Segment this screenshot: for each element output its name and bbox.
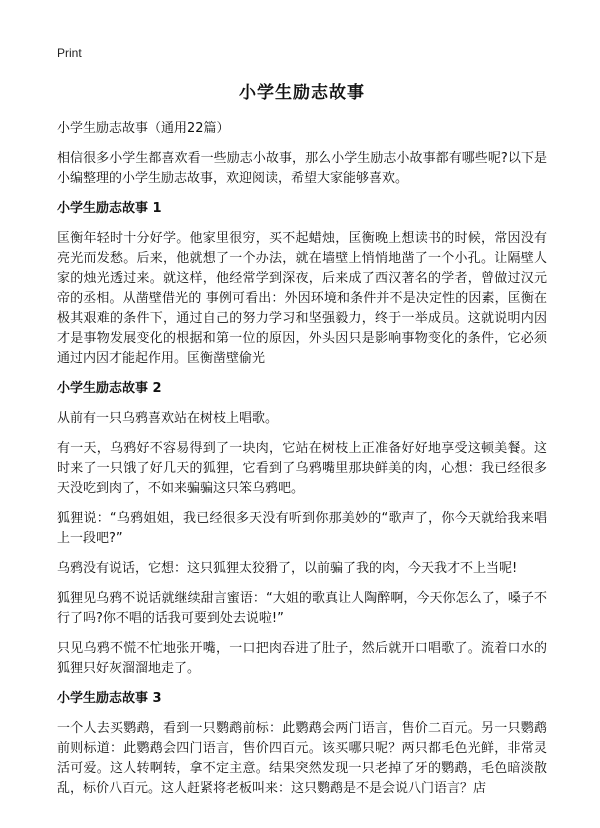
- section-1-paragraph-1: 匡衡年轻时十分好学。他家里很穷，买不起蜡烛，匡衡晚上想读书的时候，常因没有亮光而发愁。后来，他就想了一个办法，就在墙壁上悄悄地凿了一个小孔。让隔壁人家的烛光透过来。就这样，他经常学到深夜，后来成了西汉著名的学者，曾做过汉元帝的丞相。从凿壁借光的 事例可看出：外因环境和条件并不是决定性的因素，匡衡在极其艰难的条件下，通过自己的努力学习和坚强毅力，终于一举成员。这就说明内因才是事物发展变化的根据和第一位的原因，外头因只是影响事物变化的条件，它必须通过内因才能起作用。匡衡凿壁偷光: [57, 231, 547, 366]
- section-2-paragraph-4: 乌鸦没有说话，它想：这只狐狸太狡猾了，以前骗了我的肉，今天我才不上当呢!: [57, 561, 518, 576]
- intro-paragraph: 相信很多小学生都喜欢看一些励志小故事，那么小学生励志小故事都有哪些呢?以下是小编整理的小学生励志故事，欢迎阅读，希望大家能够喜欢。: [57, 151, 547, 186]
- document-page: [57, 78, 547, 809]
- section-3-paragraph-1: 一个人去买鹦鹉，看到一只鹦鹉前标：此鹦鹉会两门语言，售价二百元。另一只鹦鹉前则标道：此鹦鹉会四门语言，售价四百元。该买哪只呢？两只都毛色光鲜，非常灵活可爱。这人转啊转，拿不定主意。结果突然发现一只老掉了牙的鹦鹉，毛色暗淡散乱，标价八百元。这人赶紧将老板叫来：这只鹦鹉是不是会说八门语言？店: [57, 721, 547, 796]
- section-2-paragraph-2: 有一天，乌鸦好不容易得到了一块肉，它站在树枝上正准备好好地享受这顿美餐。这时来了一只饿了好几天的狐狸，它看到了乌鸦嘴里那块鲜美的肉，心想：我已经很多天没吃到肉了，不如来骗骗这只笨乌鸦吧。: [57, 441, 547, 496]
- page-title: 小学生励志故事: [239, 83, 365, 103]
- section-2-paragraph-1: 从前有一只乌鸦喜欢站在树枝上唱歌。: [57, 411, 279, 426]
- section-1-heading: 小学生励志故事 1: [57, 201, 162, 216]
- section-2-paragraph-5: 狐狸见乌鸦不说话就继续甜言蜜语：“大姐的歌真让人陶醉啊，今天你怎么了，嗓子不行了吗?你不唱的话我可要到处去说啦!”: [57, 591, 547, 626]
- section-2-paragraph-6: 只见乌鸦不慌不忙地张开嘴，一口把肉吞进了肚子，然后就开口唱歌了。流着口水的狐狸只好灰溜溜地走了。: [57, 641, 547, 676]
- section-3-heading: 小学生励志故事 3: [57, 691, 162, 706]
- section-2-heading: 小学生励志故事 2: [57, 381, 162, 396]
- print-link[interactable]: Print: [57, 46, 82, 60]
- document-subtitle: 小学生励志故事（通用22篇）: [57, 121, 230, 136]
- section-2-paragraph-3: 狐狸说：“乌鸦姐姐，我已经很多天没有听到你那美妙的“歌声了，你今天就给我来唱上一段吧?”: [57, 511, 547, 546]
